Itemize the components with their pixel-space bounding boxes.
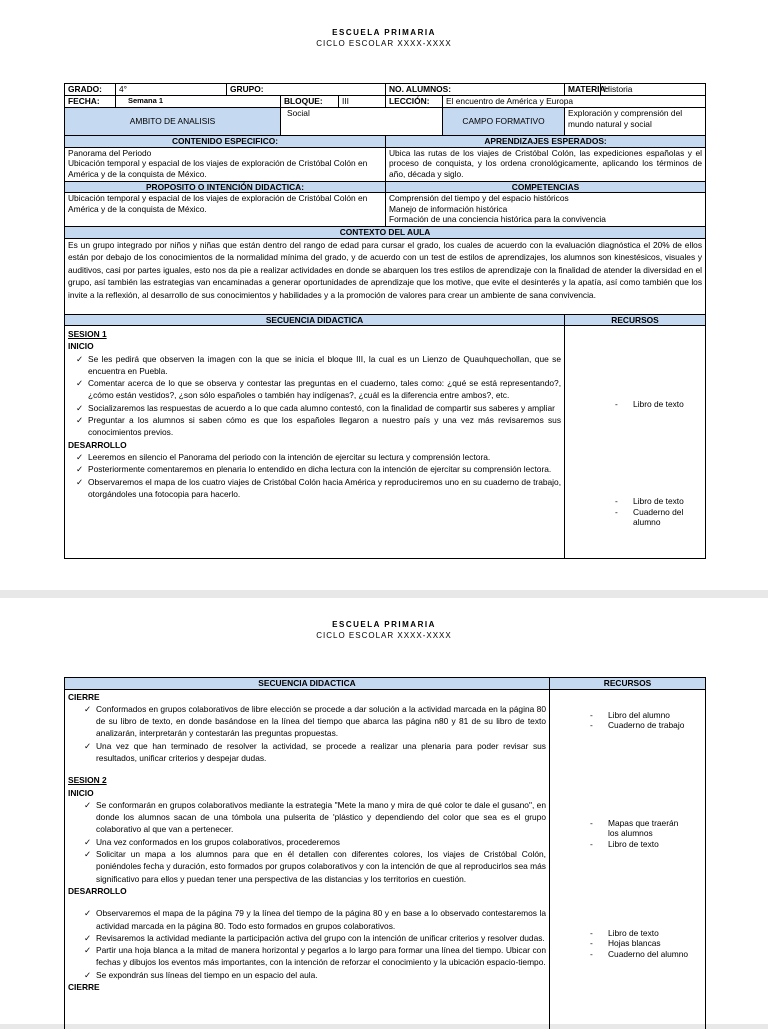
cierre-list: [68, 703, 546, 764]
leccion-value: El encuentro de América y Europa: [443, 96, 706, 108]
document-page-2: [0, 598, 768, 1024]
resource-item: - Libro del alumno: [590, 709, 670, 720]
check-icon: ✓: [76, 353, 84, 364]
check-icon: ✓: [84, 969, 92, 980]
resource-group: [550, 710, 705, 731]
competencia-item: Comprensión del tiempo y del espacio históricos: [389, 193, 569, 203]
alumnos-label: NO. ALUMNOS:: [389, 84, 452, 94]
check-icon: ✓: [76, 451, 84, 462]
resource-group: [550, 928, 705, 960]
bloque-label: BLOQUE:: [281, 96, 339, 108]
resource-item: - Hojas blancas: [590, 938, 661, 948]
desarrollo-heading: DESARROLLO: [68, 439, 127, 450]
list-item: ✓ Comentar acerca de lo que se observa y contestar las preguntas en el cuaderno, tales como: ¿qué se está representando?, ¿cómo están vestidos?, ¿son sólo españoles o también hay indígenas?, ¿cuál es la diferencia entre ambos?, etc.: [76, 378, 562, 401]
resource-group: [550, 818, 685, 850]
list-item: ✓ Una vez conformados en los grupos colaborativos, procederemos: [84, 836, 340, 847]
list-item: ✓ Leeremos en silencio el Panorama del periodo con la intención de ejercitar su lectura y comprensión lectora.: [76, 451, 491, 462]
resource-item: - Libro de texto: [615, 496, 684, 506]
sesion-title: SESION 1: [68, 329, 107, 339]
sesion-title: SESION 2: [68, 775, 107, 786]
secuencia-heading: SECUENCIA DIDACTICA: [65, 678, 550, 690]
competencias-body: [386, 193, 706, 227]
page-header: [0, 28, 768, 48]
leccion-label: LECCIÓN:: [386, 96, 443, 108]
check-icon: ✓: [84, 908, 92, 919]
resource-item: - Libro de texto: [615, 399, 684, 409]
list-item: ✓ Observaremos el mapa de la página 79 y la línea del tiempo de la página 80 y en base a lo observado contestaremos la actividad marcada en la página 80. Todo esto formados en grupos colaborativos.: [84, 908, 546, 931]
resource-item: - Mapas que traerán los alumnos: [590, 817, 679, 838]
resource-group: [597, 496, 705, 528]
check-icon: ✓: [84, 849, 92, 860]
materia-label: MATERIA:: [565, 84, 601, 96]
resource-group: [597, 399, 684, 410]
school-name: ESCUELA PRIMARIA: [332, 28, 436, 37]
contenido-body: [65, 147, 386, 181]
school-name: ESCUELA PRIMARIA: [332, 620, 436, 629]
resource-item: - Cuaderno del alumno: [615, 506, 684, 527]
grado-label: GRADO:: [65, 84, 116, 96]
alumnos-cell: [386, 84, 565, 96]
cierre-heading: CIERRE: [68, 982, 100, 993]
grupo-label: GRUPO:: [230, 84, 264, 94]
list-item: ✓ Posteriormente comentaremos en plenaria lo entendido en dicha lectura con la intención de ejercitar su comprensión lectora.: [76, 464, 552, 475]
competencia-item: Formación de una conciencia histórica para la convivencia: [389, 214, 606, 224]
recursos-heading: RECURSOS: [565, 314, 706, 326]
grado-value: 4°: [116, 84, 227, 96]
contexto-body: Es un grupo integrado por niños y niñas que están dentro del rango de edad para cursar el grado, los cuales de acuerdo con la evaluación diagnóstica el 20% de ellos están por debajo de los conocimientos de la normalidad mínima del grado, y de acuerdo con un test de estilos de aprendizajes, los alumnos son kinestésicos, visuales y auditivos, casi por partes iguales, esto nos da pie a realizar actividades en donde se abarquen los tres estilos de aprendizaje con la finalidad de atender la diversidad en el grupo, así también las estrategias van encaminadas a generar oportunidades de aprendizaje que los motive, que evite el desinterés y la apatía, así como también que los invite a la reflexión, al desarrollo de sus conocimientos y habilidades y a la promoción de valores para crear un ambiente de sana convivencia.: [65, 238, 706, 314]
secuencia-heading: SECUENCIA DIDACTICA: [65, 314, 565, 326]
list-item: ✓ Se expondrán sus líneas del tiempo en un espacio del aula.: [84, 969, 318, 980]
desarrollo-heading: DESARROLLO: [68, 885, 127, 896]
list-item: ✓ Solicitar un mapa a los alumnos para que en él detallen con diferentes colores, los viajes de Cristóbal Colón, poniéndoles fecha y duración, esto formados por grupos colaborativos y con la intención de que al reproducirlos sea más significativo para ellos y puedan tener una perspectiva de las distancias y los territorios en cuestión.: [84, 849, 546, 884]
aprendizajes-heading: APRENDIZAJES ESPERADOS:: [386, 136, 706, 148]
desarrollo-list: [68, 451, 561, 500]
check-icon: ✓: [76, 476, 84, 487]
secuencia-body: [65, 326, 565, 559]
aprendizajes-body: Ubica las rutas de los viajes de Cristóbal Colón, las expediciones españolas y el proceso de conquista, y los ordena cronológicamente, aplicando los términos de año, década y siglo.: [386, 147, 706, 181]
lesson-plan-table: [64, 83, 706, 559]
sequence-table: [64, 677, 706, 1029]
bloque-value: III: [339, 96, 386, 108]
competencias-heading: COMPETENCIAS: [386, 181, 706, 193]
ambito-label: AMBITO DE ANALISIS: [65, 108, 281, 136]
check-icon: ✓: [76, 464, 84, 475]
list-item: ✓ Se les pedirá que observen la imagen con la que se inicia el bloque III, la cual es un Lienzo de Quauhquechollan, que se encuentra en Puebla.: [76, 353, 562, 376]
list-item: ✓ Conformados en grupos colaborativos de libre elección se procede a dar solución a la actividad marcada en la página 80 de su libro de texto, en donde basándose en la línea del tiempo que abarca las página n80 y 81 de su libro de texto analizarán, interpretarán y contestarán las preguntas propuestas.: [84, 703, 546, 739]
list-item: ✓ Observaremos el mapa de los cuatro viajes de Cristóbal Colón hacia América y reproduciremos uno en su cuaderno de trabajo, otorgándoles una fotocopia para hacerlo.: [76, 476, 562, 499]
ambito-value: Social: [281, 108, 443, 136]
cierre-heading: CIERRE: [68, 691, 100, 702]
contenido-line: Ubicación temporal y espacial de los viajes de exploración de Cristóbal Colón en América y de la conquista de México.: [68, 158, 368, 179]
list-item: ✓ Partir una hoja blanca a la mitad de manera horizontal y pegarlos a lo largo para formar una línea del tiempo. Ubicar con fechas y dibujos los eventos más importantes, con la intención de reforzar el conocimiento y la ubicación espacio-tiempo.: [84, 945, 546, 968]
school-cycle: CICLO ESCOLAR XXXX-XXXX: [316, 39, 452, 48]
resource-item: - Cuaderno de trabajo: [590, 720, 685, 730]
resource-item: - Libro de texto: [590, 927, 659, 938]
campo-value: Exploración y comprensión del mundo natural y social: [565, 108, 706, 136]
recursos-heading: RECURSOS: [550, 678, 706, 690]
page-header: [0, 620, 768, 640]
inicio-heading: INICIO: [68, 787, 94, 798]
campo-label: CAMPO FORMATIVO: [443, 108, 565, 136]
resource-item: - Cuaderno del alumno: [590, 948, 689, 959]
school-cycle: CICLO ESCOLAR XXXX-XXXX: [316, 631, 452, 640]
check-icon: ✓: [76, 415, 84, 426]
fecha-label: FECHA:: [65, 96, 116, 108]
proposito-heading: PROPOSITO O INTENCIÓN DIDACTICA:: [65, 181, 386, 193]
inicio-list: [68, 353, 561, 439]
recursos-body: [550, 689, 706, 1029]
check-icon: ✓: [84, 836, 92, 847]
list-item: ✓ Socializaremos las respuestas de acuerdo a lo que cada alumno contestó, con la finalidad de compartir sus saberes y ampliar: [76, 402, 555, 413]
check-icon: ✓: [76, 402, 84, 413]
check-icon: ✓: [84, 945, 92, 956]
check-icon: ✓: [84, 799, 92, 810]
grupo-cell: [227, 84, 386, 96]
proposito-body: Ubicación temporal y espacial de los viajes de exploración de Cristóbal Colón en América y de la conquista de México.: [65, 193, 386, 227]
contenido-line: Panorama del Periodo: [68, 147, 152, 158]
check-icon: ✓: [84, 703, 92, 714]
secuencia-body: [65, 689, 550, 1029]
check-icon: ✓: [84, 932, 92, 943]
desarrollo-list: [68, 907, 546, 981]
list-item: ✓ Se conformarán en grupos colaborativos mediante la estrategia "Mete la mano y mira de qué color te dale el gusano", en donde los alumnos sacan de una tómbola una pulserita de 'plástico y dependiendo del color que sea es el grupo colaborativo al que van a pertenecer.: [84, 799, 546, 835]
contenido-heading: CONTENIDO ESPECIFICO:: [65, 136, 386, 148]
check-icon: ✓: [76, 378, 84, 389]
inicio-heading: INICIO: [68, 341, 94, 352]
competencia-item: Manejo de información histórica: [389, 203, 508, 214]
list-item: ✓ Una vez que han terminado de resolver la actividad, se procede a realizar una plenaria para poder revisar sus resultados, unificar criterios y despejar dudas.: [84, 740, 546, 763]
contexto-heading: CONTEXTO DEL AULA: [65, 227, 706, 239]
list-item: ✓ Revisaremos la actividad mediante la participación activa del grupo con la intención de unificar criterios y resolver dudas.: [84, 932, 545, 943]
fecha-value: Semana 1: [116, 96, 281, 108]
recursos-body: [565, 326, 706, 559]
resource-item: - Libro de texto: [590, 838, 659, 849]
materia-value: Historia: [601, 84, 706, 96]
list-item: ✓ Preguntar a los alumnos si saben cómo es que los españoles llegaron a nuestro país y una vez más revisaremos sus conocimientos previos.: [76, 415, 562, 438]
inicio-list: [68, 799, 546, 885]
check-icon: ✓: [84, 740, 92, 751]
